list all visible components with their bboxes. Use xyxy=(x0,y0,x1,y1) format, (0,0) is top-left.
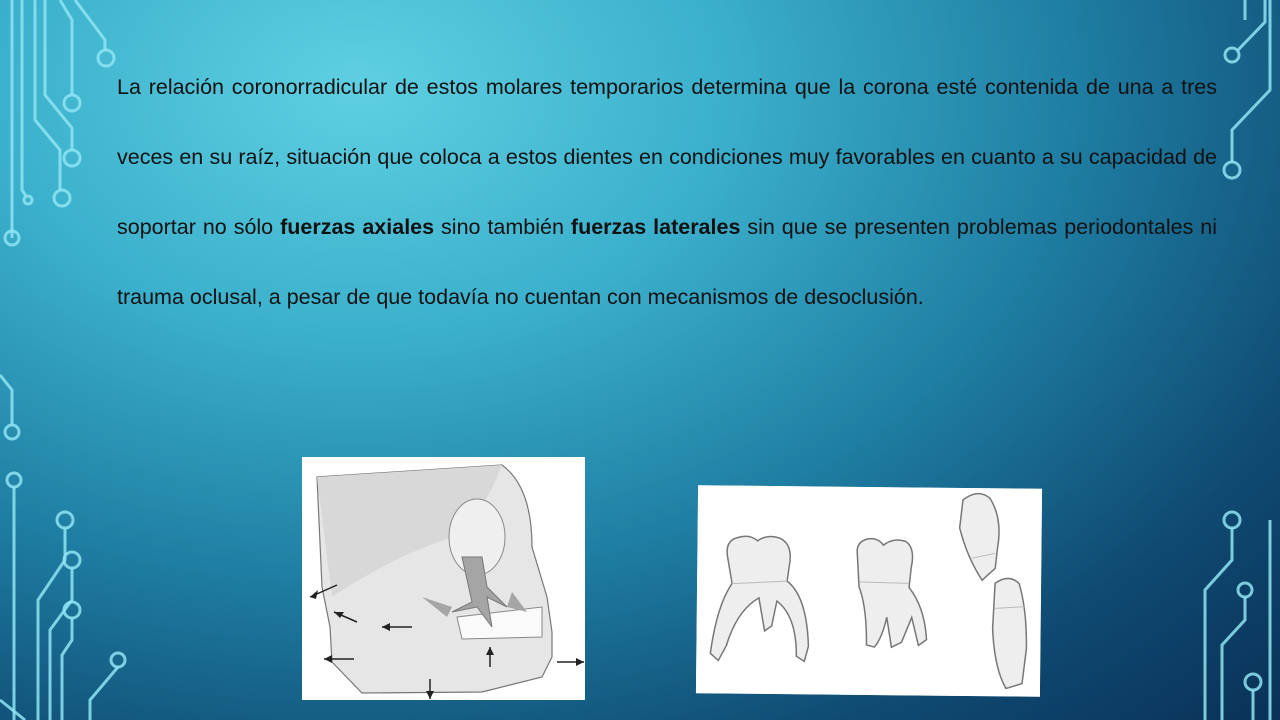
skull-force-diagram-icon xyxy=(302,457,585,700)
primary-molars-illustration xyxy=(696,485,1042,697)
paragraph-segment: sino también xyxy=(434,215,571,239)
primary-molar-teeth-icon xyxy=(696,485,1042,697)
paragraph-segment: sin que se presenten problemas periodontales ni trauma oclusal, a pesar de que todavía no cuentan con mecanismos de desoclusión. xyxy=(117,215,1218,309)
skull-force-diagram xyxy=(302,457,585,700)
paragraph-bold-axial-forces: fuerzas axiales xyxy=(280,215,435,239)
body-paragraph xyxy=(117,52,1217,332)
paragraph-segment: La relación coronorradicular de estos molares temporarios determina que la corona esté contenida de una a tres veces en su raíz, situación que coloca a estos dientes en condiciones muy favorables en cuanto a su capacidad de soportar no sólo xyxy=(117,75,1217,239)
paragraph-bold-lateral-forces: fuerzas laterales xyxy=(570,215,741,239)
